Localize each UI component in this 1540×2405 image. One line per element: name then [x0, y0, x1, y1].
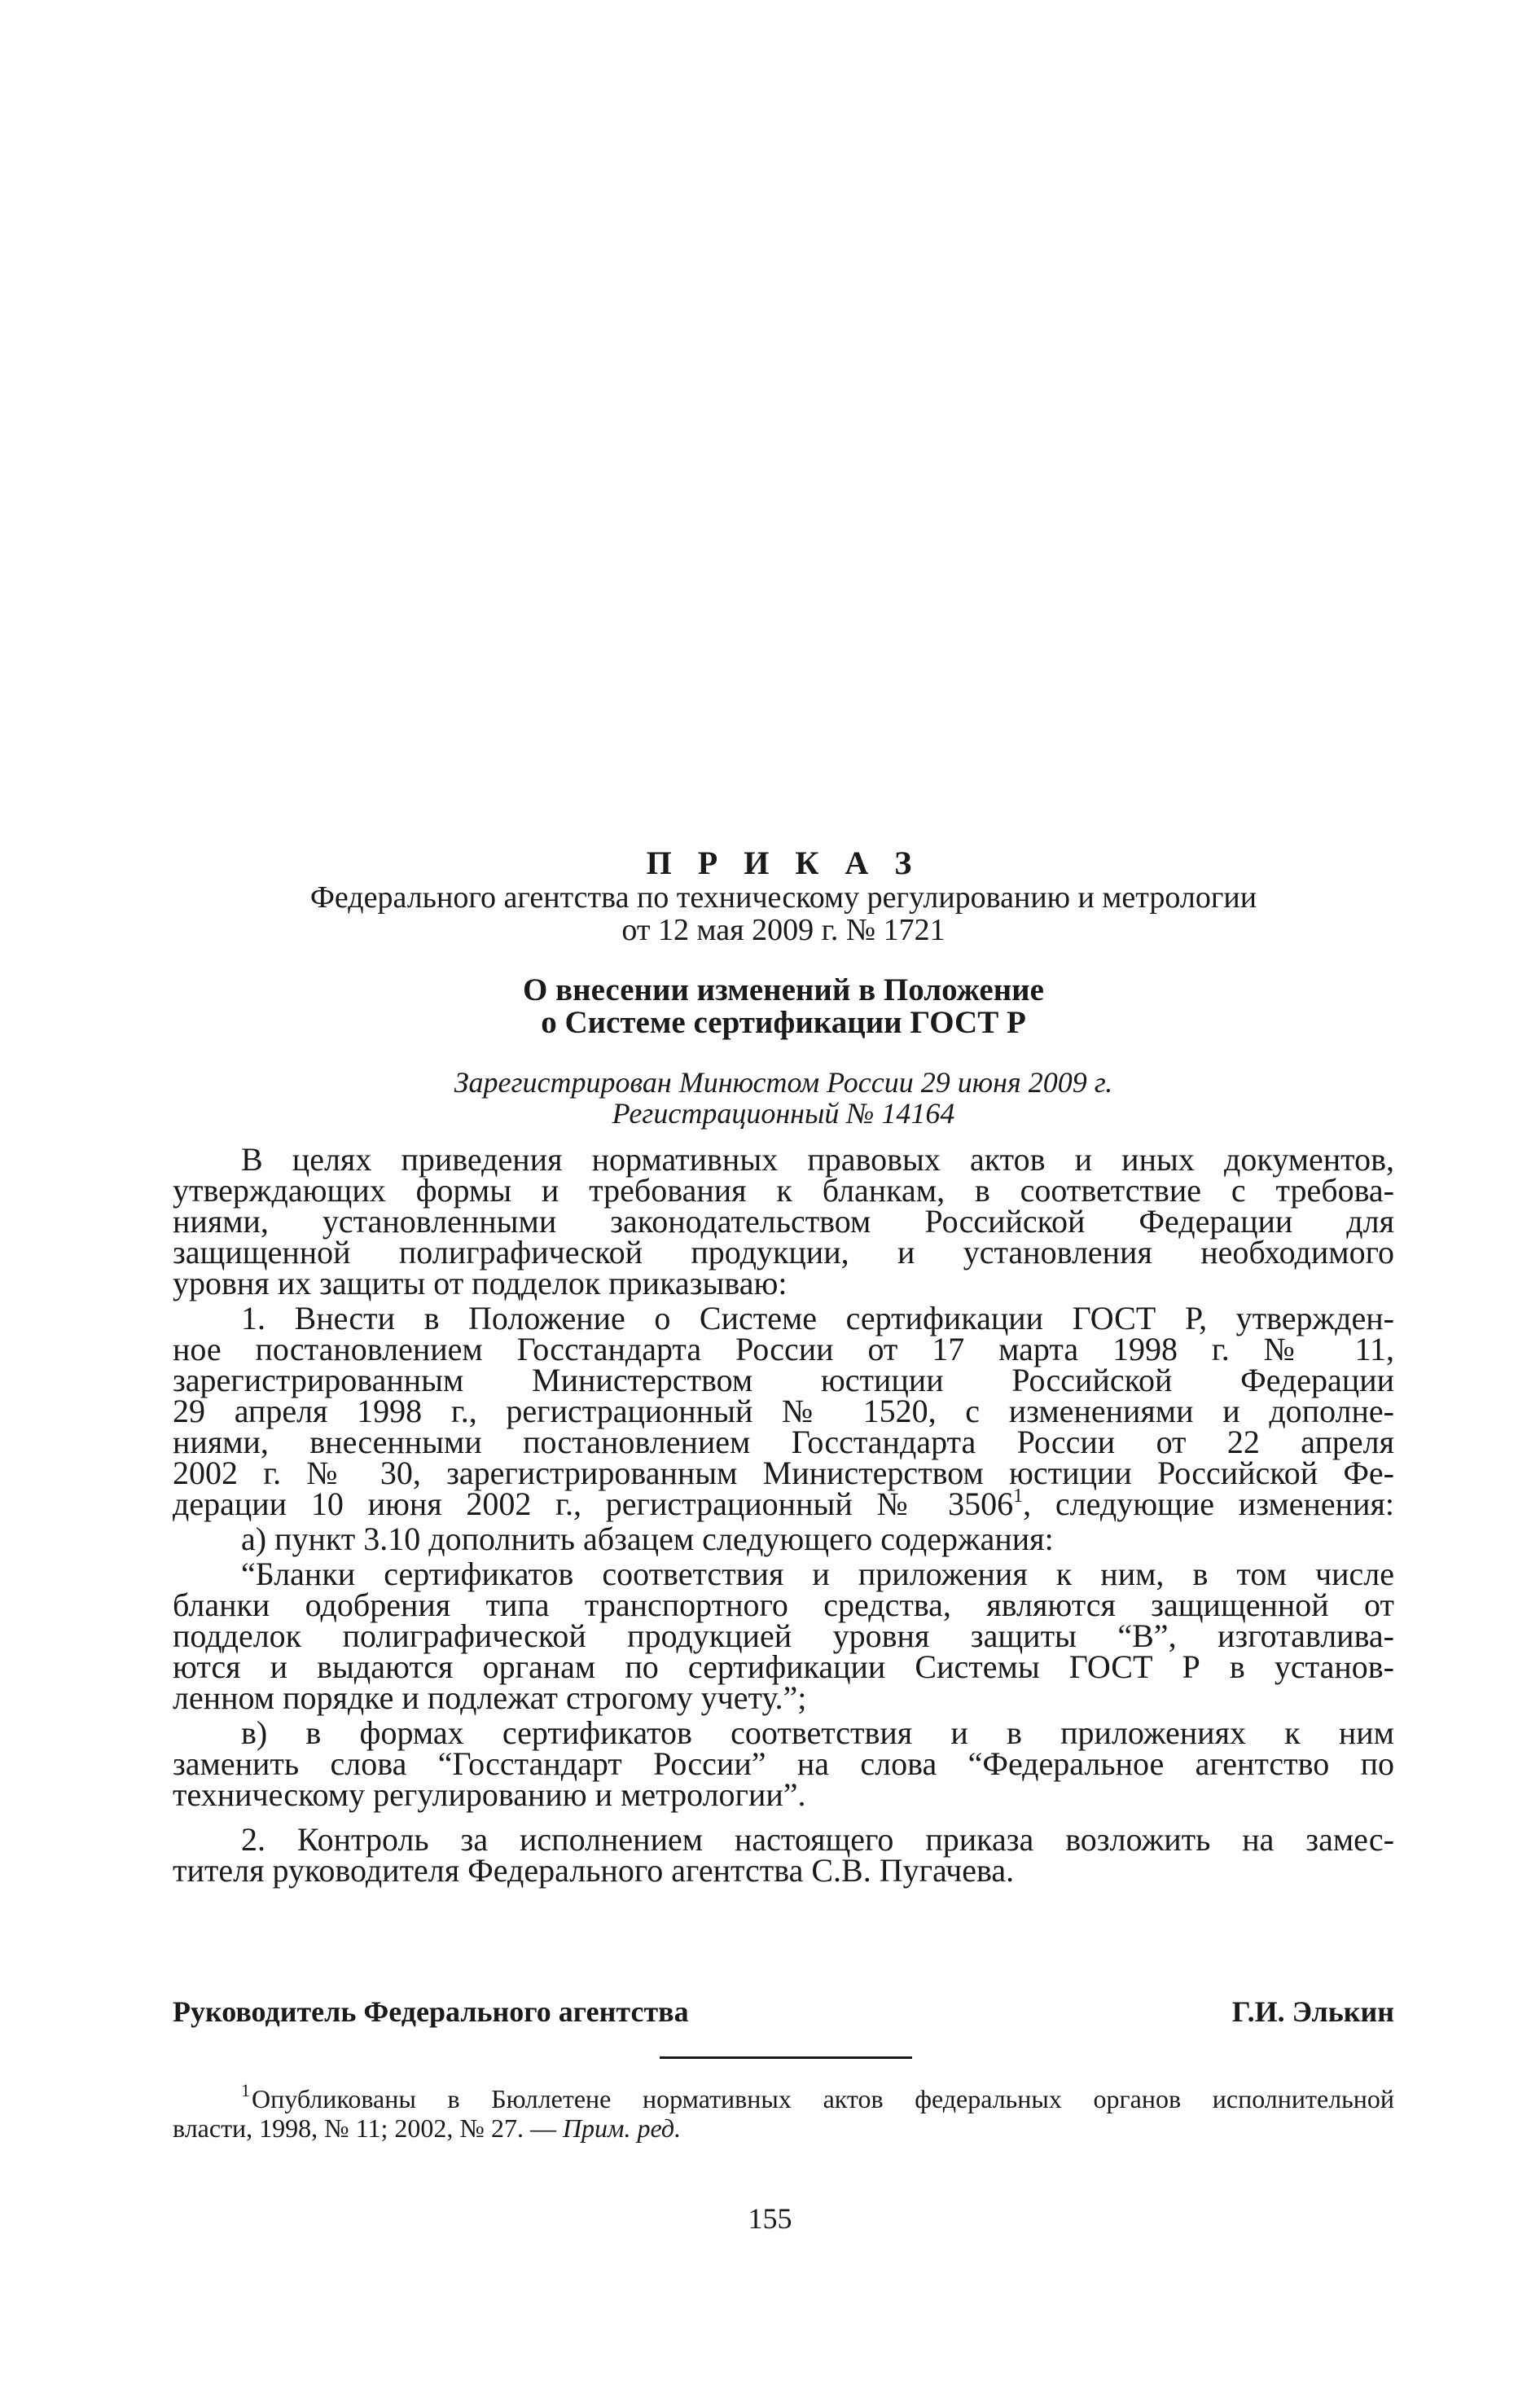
body-line: тителя руководителя Федерального агентства С.В. Пугачева. — [173, 1852, 1015, 1889]
body-line: В целях приведения нормативных правовых актов и иных документов, — [241, 1141, 1394, 1178]
footnote-separator — [660, 2056, 912, 2059]
body-line: “Бланки сертификатов соответствия и приложения к ним, в том числе — [241, 1556, 1394, 1592]
body-line: заменить слова “Госстандарт России” на слова “Федеральное агентство по — [173, 1745, 1394, 1782]
order-title: П Р И К А З — [646, 845, 921, 881]
body-line: защищенной полиграфической продукции, и установления необходимого — [173, 1234, 1394, 1271]
body-line: 29 апреля 1998 г., регистрационный № 1520, с изменениями и дополне- — [173, 1393, 1394, 1429]
signatory-name: Г.И. Элькин — [1231, 1995, 1394, 2028]
body-line: 2002 г. № 30, зарегистрированным Министерством юстиции Российской Фе- — [173, 1455, 1394, 1491]
body-line: техническому регулированию и метрологии”. — [173, 1776, 806, 1813]
footnote-mark: 1 — [241, 2080, 250, 2100]
body-line-with-footnote — [173, 1486, 1394, 1525]
page-number: 155 — [748, 2202, 792, 2235]
registration-line-1: Зарегистрирован Минюстом России 29 июня 2009 г. — [454, 1066, 1113, 1099]
body-line: ное постановлением Госстандарта России от 17 марта 1998 г. № 11, — [173, 1331, 1394, 1367]
body-line: ниями, установленными законодательством Российской Федерации для — [173, 1203, 1394, 1240]
order-subject — [173, 974, 1394, 1039]
body-line: а) пункт 3.10 дополнить абзацем следующего содержания: — [241, 1521, 1054, 1557]
body-text: дерации 10 июня 2002 г., регистрационный № 3506 — [173, 1486, 1014, 1522]
footnote-text: Опубликованы в Бюллетене нормативных актов федеральных органов исполнительной — [252, 2084, 1394, 2113]
footnote-text: власти, 1998, № 11; 2002, № 27. — — [173, 2113, 563, 2143]
body-line: ниями, внесенными постановлением Госстандарта России от 22 апреля — [173, 1424, 1394, 1460]
subject-line-1: О внесении изменений в Положение — [523, 972, 1044, 1007]
body-text: , следующие изменения: — [1023, 1486, 1394, 1522]
editor-note: Прим. ред. — [562, 2113, 682, 2143]
body-line: в) в формах сертификатов соответствия и в приложениях к ним — [241, 1714, 1394, 1751]
signatory-position: Руководитель Федерального агентства — [173, 1995, 689, 2028]
subject-line-2: о Системе сертификации ГОСТ Р — [541, 1005, 1026, 1040]
body-line: бланки одобрения типа транспортного средства, являются защищенной от — [173, 1587, 1394, 1623]
registration-note — [173, 1067, 1394, 1129]
issuer-line: Федерального агентства по техническому регулированию и метрологии — [309, 880, 1257, 915]
body-line: подделок полиграфической продукцией уровня защиты “В”, изготавлива- — [173, 1617, 1394, 1654]
body-line: ленном порядке и подлежат строгому учету.”; — [173, 1679, 807, 1716]
body-line: уровня их защиты от подделок приказываю: — [173, 1265, 788, 1301]
body-line: 1. Внести в Положение о Системе сертификации ГОСТ Р, утвержден- — [241, 1300, 1394, 1336]
registration-line-2: Регистрационный № 14164 — [612, 1097, 955, 1130]
body-line: ются и выдаются органам по сертификации Системы ГОСТ Р в установ- — [173, 1648, 1394, 1685]
body-line: утверждающих формы и требования к бланкам, в соответствие с требова- — [173, 1172, 1394, 1209]
order-issuer — [173, 881, 1394, 946]
body-line: 2. Контроль за исполнением настоящего приказа возложить на замес- — [241, 1821, 1394, 1858]
body-line: зарегистрированным Министерством юстиции Российской Федерации — [173, 1362, 1394, 1398]
footnote-line — [173, 2114, 1394, 2142]
order-date-number: от 12 мая 2009 г. № 1721 — [621, 913, 945, 947]
footnote-reference: 1 — [1013, 1486, 1024, 1507]
footnote-line — [241, 2080, 1394, 2116]
